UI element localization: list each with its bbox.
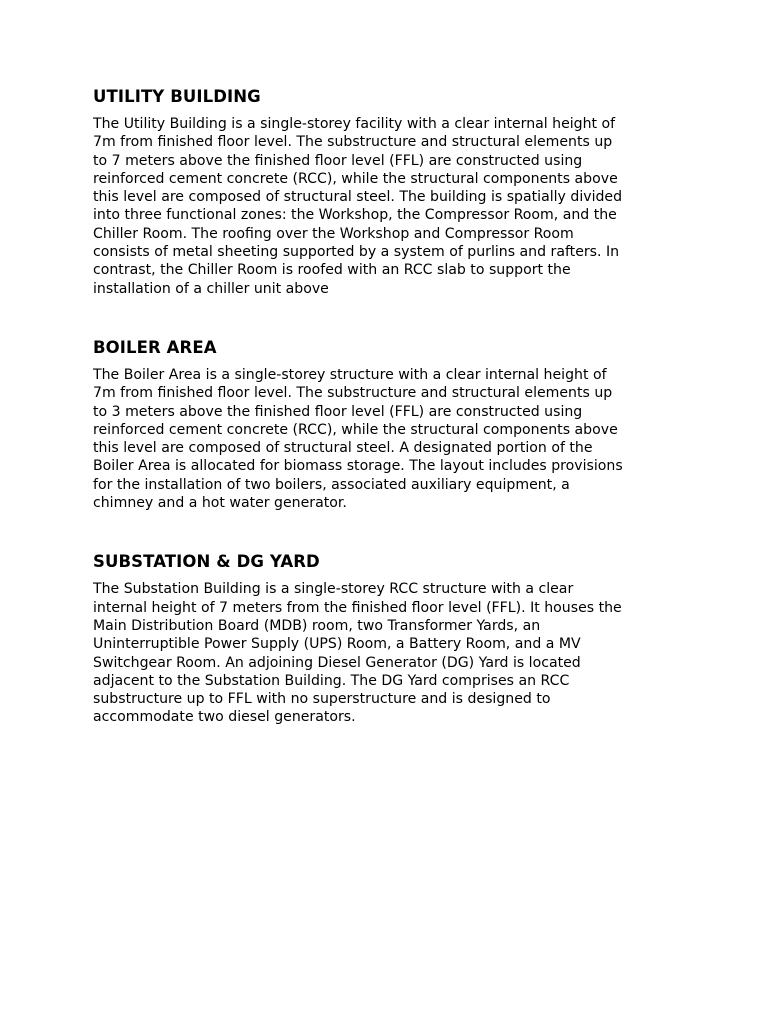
body-line: The Utility Building is a single-storey facility with a clear internal height of [93, 116, 616, 132]
body-line: substructure up to FFL with no superstructure and is designed to [93, 691, 551, 708]
body-line: internal height of 7 meters from the finished floor level (FFL). It houses the [93, 599, 622, 616]
body-line: 7m from finished floor level. The substructure and structural elements up [93, 385, 613, 402]
section-heading: BOILER AREA [93, 337, 217, 357]
body-line: reinforced cement concrete (RCC), while the structural components above [93, 421, 618, 438]
body-line: The Substation Building is a single-storey RCC structure with a clear [93, 581, 574, 598]
body-line: The Boiler Area is a single-storey structure with a clear internal height of [93, 366, 607, 383]
document-page [93, 86, 693, 727]
body-line: adjacent to the Substation Building. The DG Yard comprises an RCC [93, 672, 570, 689]
body-line: this level are composed of structural steel. The building is spatially divided [93, 189, 623, 206]
body-line: 7m from finished floor level. The substructure and structural elements up [93, 134, 613, 151]
body-line: this level are composed of structural steel. A designated portion of the [93, 440, 593, 457]
section-body [93, 580, 693, 726]
body-line: to 3 meters above the finished floor level (FFL) are constructed using [93, 403, 583, 420]
body-line: accommodate two diesel generators. [93, 709, 356, 726]
body-line: Chiller Room. The roofing over the Workshop and Compressor Room [93, 225, 574, 242]
body-line: installation of a chiller unit above [93, 280, 329, 297]
body-line: to 7 meters above the finished floor level (FFL) are constructed using [93, 152, 583, 169]
section-substation-dg-yard [93, 551, 693, 726]
body-line: into three functional zones: the Workshop, the Compressor Room, and the [93, 207, 617, 224]
section-heading: SUBSTATION & DG YARD [93, 552, 320, 572]
section-boiler-area [93, 337, 693, 512]
body-line: chimney and a hot water generator. [93, 495, 347, 512]
section-utility-building [93, 86, 693, 298]
section-body [93, 366, 693, 512]
body-line: reinforced cement concrete (RCC), while the structural components above [93, 170, 618, 187]
body-line: for the installation of two boilers, associated auxiliary equipment, a [93, 476, 570, 493]
body-line: Boiler Area is allocated for biomass storage. The layout includes provisions [93, 458, 623, 475]
section-heading: UTILITY BUILDING [93, 87, 261, 106]
section-body [93, 115, 693, 298]
body-line: Uninterruptible Power Supply (UPS) Room, a Battery Room, and a MV [93, 636, 581, 653]
body-line: Main Distribution Board (MDB) room, two Transformer Yards, an [93, 617, 541, 634]
body-line: contrast, the Chiller Room is roofed with an RCC slab to support the [93, 262, 571, 279]
body-line: Switchgear Room. An adjoining Diesel Generator (DG) Yard is located [93, 654, 581, 671]
body-line: consists of metal sheeting supported by a system of purlins and rafters. In [93, 244, 620, 261]
